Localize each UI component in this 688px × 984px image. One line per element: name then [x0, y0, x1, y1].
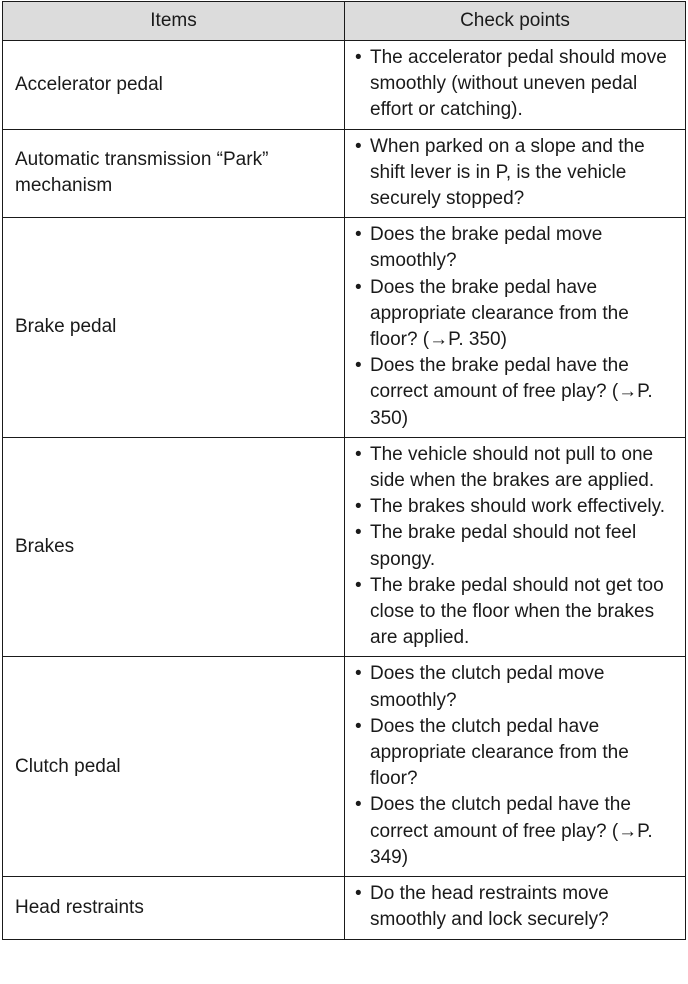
table-row: [3, 657, 686, 877]
check-point: • The brake pedal should not get too close to the floor when the brakes are applied.: [355, 573, 679, 652]
item-cell: Accelerator pedal: [3, 41, 345, 130]
check-points-cell: [345, 437, 686, 657]
check-points-list: [355, 45, 679, 124]
check-points-cell: [345, 877, 686, 939]
item-cell: Clutch pedal: [3, 657, 345, 877]
check-table: [2, 1, 686, 940]
item-cell: Head restraints: [3, 877, 345, 939]
check-points-cell: [345, 129, 686, 218]
header-row: [3, 2, 686, 41]
header-check-points: Check points: [345, 2, 686, 41]
check-points-list: [355, 881, 679, 933]
item-cell: Brake pedal: [3, 218, 345, 438]
check-point: • The accelerator pedal should move smoothly (without uneven pedal effort or catching).: [355, 45, 679, 124]
table-row: [3, 877, 686, 939]
check-point: • Does the brake pedal move smoothly?: [355, 222, 679, 274]
check-point: • Does the clutch pedal have appropriate clearance from the floor?: [355, 714, 679, 793]
check-point: • Does the brake pedal have the correct amount of free play? (→P. 350): [355, 353, 679, 432]
check-point: • Do the head restraints move smoothly and lock securely?: [355, 881, 679, 933]
check-point: • Does the clutch pedal have the correct amount of free play? (→P. 349): [355, 792, 679, 871]
check-points-list: [355, 134, 679, 213]
check-point: • The brake pedal should not feel spongy.: [355, 520, 679, 572]
check-points-cell: [345, 218, 686, 438]
item-cell: Automatic transmission “Park” mechanism: [3, 129, 345, 218]
check-point: • When parked on a slope and the shift lever is in P, is the vehicle securely stopped?: [355, 134, 679, 213]
check-point: • Does the brake pedal have appropriate clearance from the floor? (→P. 350): [355, 275, 679, 354]
header-items: Items: [3, 2, 345, 41]
check-points-list: [355, 222, 679, 432]
item-cell: Brakes: [3, 437, 345, 657]
check-point: • The vehicle should not pull to one side when the brakes are applied.: [355, 442, 679, 494]
table-row: [3, 129, 686, 218]
check-point: • Does the clutch pedal move smoothly?: [355, 661, 679, 713]
check-points-cell: [345, 657, 686, 877]
table-row: [3, 41, 686, 130]
check-points-list: [355, 442, 679, 652]
table-row: [3, 437, 686, 657]
check-point: • The brakes should work effectively.: [355, 494, 679, 520]
check-points-cell: [345, 41, 686, 130]
check-points-list: [355, 661, 679, 871]
table-row: [3, 218, 686, 438]
